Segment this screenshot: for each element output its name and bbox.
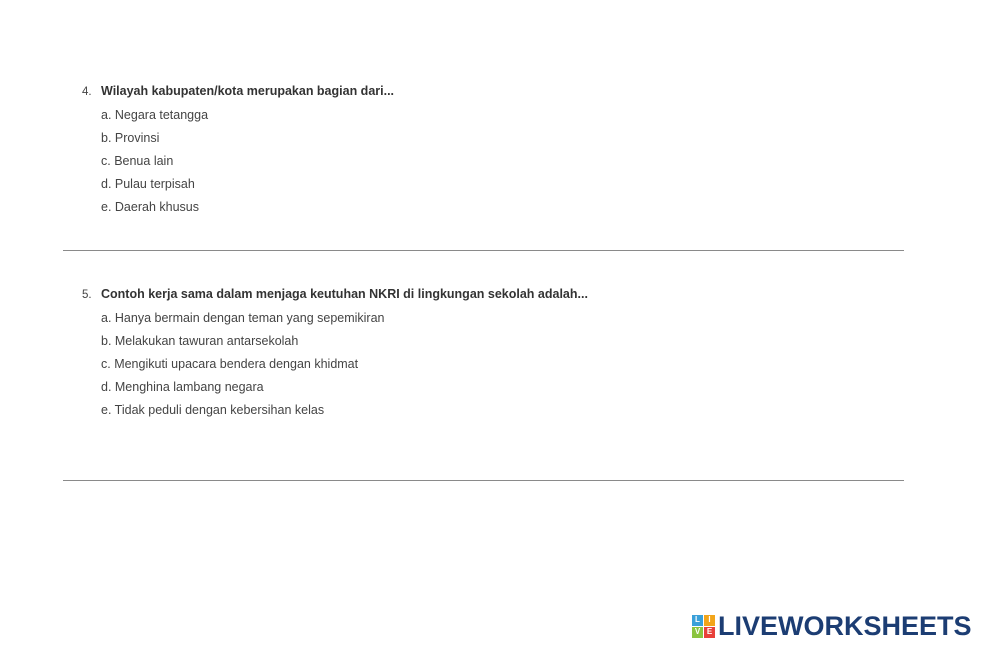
option-b: b. Provinsi	[101, 131, 160, 145]
option-c: c. Mengikuti upacara bendera dengan khidmat	[101, 357, 359, 371]
question-text: Contoh kerja sama dalam menjaga keutuhan NKRI di lingkungan sekolah adalah...	[101, 287, 588, 301]
divider	[63, 250, 904, 251]
option-d: d. Pulau terpisah	[101, 177, 195, 191]
logo-text: LIVEWORKSHEETS	[718, 611, 972, 641]
options-list	[101, 104, 394, 219]
option-c: c. Benua lain	[101, 154, 174, 168]
logo-block-l: L	[692, 615, 703, 626]
logo-block-e: E	[704, 627, 715, 638]
liveworksheets-logo	[692, 612, 972, 640]
option-b: b. Melakukan tawuran antarsekolah	[101, 334, 299, 348]
question-header	[82, 84, 394, 102]
question-number: 5.	[82, 289, 92, 301]
question-header	[82, 287, 588, 305]
question-4	[82, 84, 394, 219]
question-text: Wilayah kabupaten/kota merupakan bagian dari...	[101, 84, 395, 98]
logo-icon	[692, 615, 715, 638]
question-5	[82, 287, 588, 422]
options-list	[101, 307, 588, 422]
option-d: d. Menghina lambang negara	[101, 380, 264, 394]
logo-block-i: I	[704, 615, 715, 626]
question-number: 4.	[82, 86, 92, 98]
option-a: a. Hanya bermain dengan teman yang sepemikiran	[101, 311, 385, 325]
option-a: a. Negara tetangga	[101, 108, 209, 122]
logo-block-v: V	[692, 627, 703, 638]
option-e: e. Tidak peduli dengan kebersihan kelas	[101, 403, 325, 417]
option-e: e. Daerah khusus	[101, 200, 199, 214]
divider	[63, 480, 904, 481]
